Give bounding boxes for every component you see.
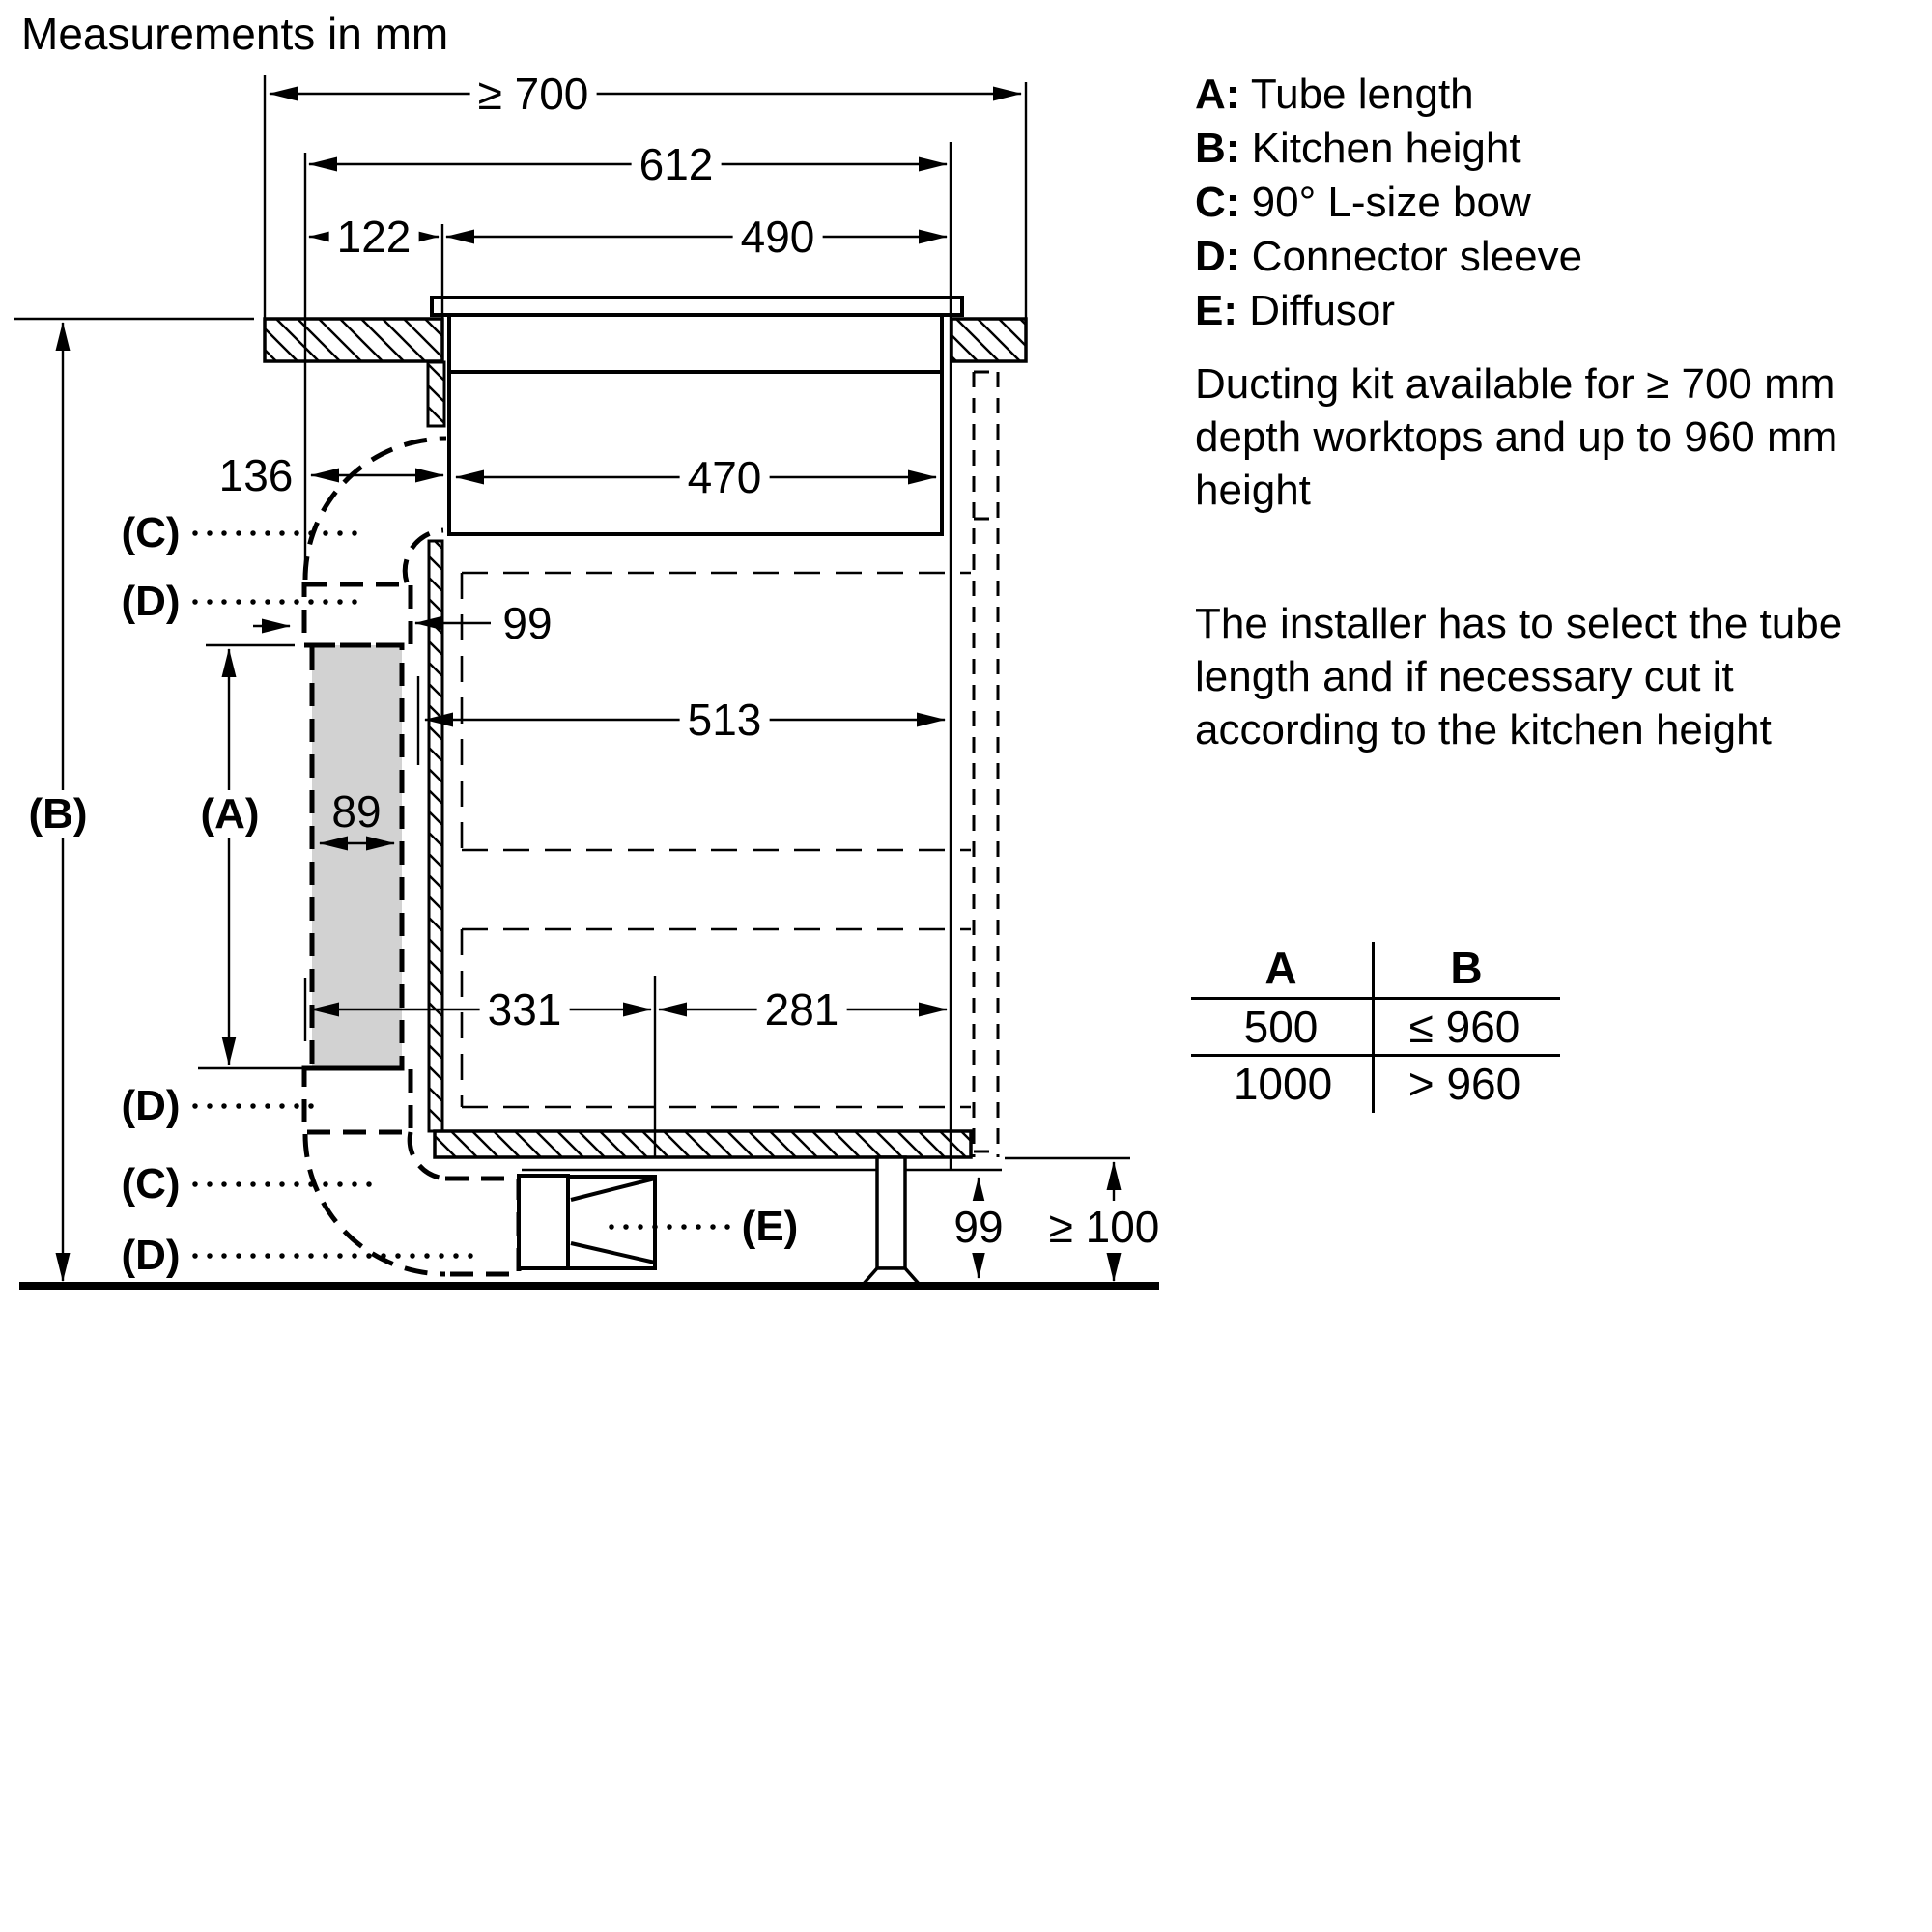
dim-worktop-depth: ≥ 700 bbox=[470, 68, 597, 120]
cabinet-bottom-panel bbox=[435, 1131, 971, 1157]
legend bbox=[1195, 68, 1582, 338]
bottom-bow-outer bbox=[305, 1134, 445, 1274]
diffusor-sleeve bbox=[519, 1176, 568, 1268]
hob-glass-top bbox=[432, 298, 962, 315]
top-bow-outer bbox=[305, 439, 446, 580]
table-header-a: A bbox=[1264, 943, 1297, 993]
legend-item-D: D: Connector sleeve bbox=[1195, 233, 1583, 280]
dim-tube-width: 89 bbox=[331, 786, 382, 837]
label-C-bottom: (C) bbox=[121, 1160, 181, 1208]
worktop-right bbox=[952, 319, 1026, 361]
dim-bottom-left: 331 bbox=[480, 983, 570, 1036]
cabinet-back-panel bbox=[429, 541, 442, 1131]
label-B: (B) bbox=[22, 790, 93, 838]
connector-sleeve-bottom bbox=[304, 1068, 411, 1132]
legend-item-C: C: 90° L-size bow bbox=[1195, 179, 1531, 226]
dim-plenum-width: 470 bbox=[680, 451, 770, 503]
dim-cutout-width: 490 bbox=[733, 211, 823, 263]
dimension-lines bbox=[63, 94, 1114, 1281]
dim-plinth-height: 99 bbox=[946, 1201, 1010, 1253]
dim-total-width: 612 bbox=[632, 138, 722, 190]
label-C-top: (C) bbox=[121, 509, 181, 556]
connector-sleeve-top bbox=[304, 584, 411, 645]
diffusor bbox=[519, 1176, 655, 1268]
tube-A bbox=[312, 645, 402, 1068]
label-D-top: (D) bbox=[121, 578, 181, 625]
label-A: (A) bbox=[194, 790, 265, 838]
table-header-b: B bbox=[1450, 943, 1483, 993]
rear-duct-channel-dashed bbox=[974, 372, 998, 1157]
note-installer: The installer has to select the tube length and if necessary cut it according to the kitchen height bbox=[1195, 600, 1843, 753]
dim-front-gap: 136 bbox=[218, 450, 294, 500]
label-E: (E) bbox=[741, 1203, 799, 1250]
dim-bottom-right: 281 bbox=[757, 983, 847, 1036]
extension-lines bbox=[14, 75, 1130, 1169]
cabinet-leg bbox=[877, 1157, 905, 1268]
tube-length-table bbox=[1191, 942, 1560, 1116]
table-divider-vertical bbox=[1372, 942, 1375, 1113]
label-D-mid: (D) bbox=[121, 1082, 181, 1129]
hob-inlet-lip bbox=[428, 362, 444, 426]
legend-item-B: B: Kitchen height bbox=[1195, 125, 1521, 172]
page-title: Measurements in mm bbox=[21, 9, 449, 59]
legend-item-A: A: Tube length bbox=[1195, 71, 1474, 118]
dim-floor-clearance: ≥ 100 bbox=[1041, 1201, 1168, 1253]
dim-interior-width: 513 bbox=[680, 694, 770, 746]
table-divider-row bbox=[1191, 1054, 1560, 1057]
dim-connector-depth: 99 bbox=[495, 597, 559, 649]
note-ducting-kit: Ducting kit available for ≥ 700 mm depth worktops and up to 960 mm height bbox=[1195, 360, 1838, 514]
dim-tube-offset: 122 bbox=[329, 211, 419, 263]
table-cell-b1: ≤ 960 bbox=[1408, 1002, 1520, 1052]
worktop-left bbox=[265, 319, 442, 361]
table-cell-b2: > 960 bbox=[1407, 1059, 1521, 1109]
table-cell-a1: 500 bbox=[1243, 1002, 1319, 1052]
legend-item-E: E: Diffusor bbox=[1195, 287, 1396, 334]
outlet-sleeve-dashed bbox=[445, 1179, 519, 1274]
table-cell-a2: 1000 bbox=[1233, 1059, 1333, 1109]
table-divider-header bbox=[1191, 997, 1560, 1000]
label-D-bottom: (D) bbox=[121, 1232, 181, 1279]
